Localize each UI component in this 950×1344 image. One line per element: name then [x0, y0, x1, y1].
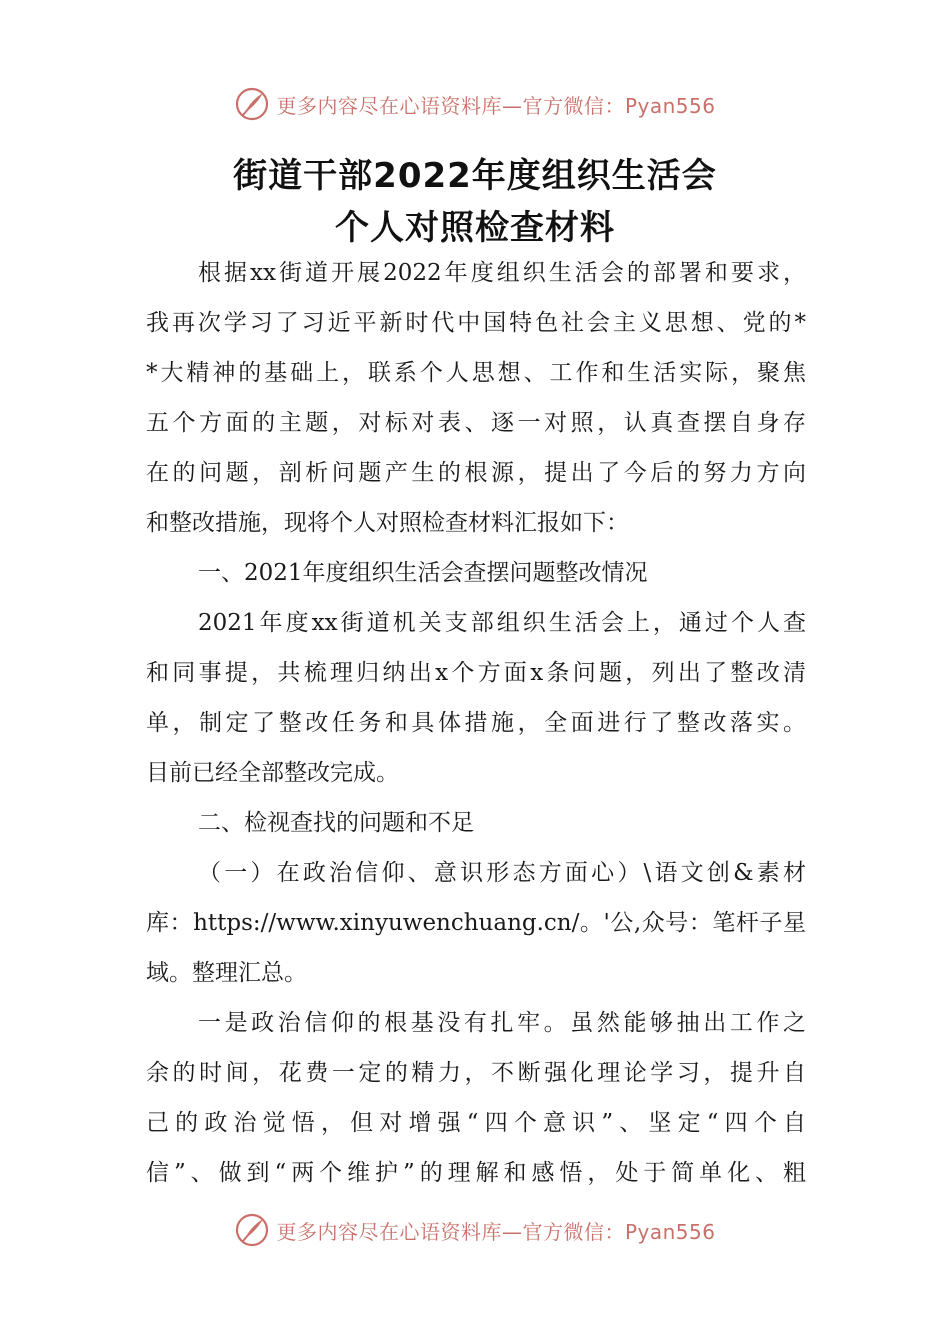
quill-logo-icon	[234, 1212, 270, 1248]
text-line: 五个方面的主题，对标对表、逐一对照，认真查摆自身存	[146, 410, 806, 436]
document-body	[146, 248, 806, 1198]
text-line: 一是政治信仰的根基没有扎牢。虽然能够抽出工作之	[198, 1010, 806, 1036]
text-line: 一、2021年度组织生活会查摆问题整改情况	[198, 560, 648, 586]
text-line: *大精神的基础上，联系个人思想、工作和生活实际，聚焦	[146, 360, 806, 386]
text-line: 在的问题，剖析问题产生的根源，提出了今后的努力方向	[146, 460, 806, 486]
text-line: 和整改措施，现将个人对照检查材料汇报如下：	[146, 510, 629, 536]
text-line: 2021年度xx街道机关支部组织生活会上，通过个人查	[198, 610, 806, 636]
text-line: 我再次学习了习近平新时代中国特色社会主义思想、党的*	[146, 310, 806, 336]
text-line: 余的时间，花费一定的精力，不断强化理论学习，提升自	[146, 1060, 806, 1086]
watermark-header	[0, 82, 950, 126]
text-line: 库：https://www.xinyuwenchuang.cn/。'公,众号：笔杆子星	[146, 910, 806, 936]
text-line: 域。整理汇总。	[146, 960, 307, 986]
text-line: 单，制定了整改任务和具体措施，全面进行了整改落实。	[146, 710, 806, 736]
document-subtitle: 个人对照检查材料	[335, 208, 615, 248]
text-line: 目前已经全部整改完成。	[146, 760, 399, 786]
watermark-text: 更多内容尽在心语资料库—官方微信：Pyan556	[276, 1219, 716, 1244]
text-line: 和同事提，共梳理归纳出x个方面x条问题，列出了整改清	[146, 660, 806, 686]
text-line: （一）在政治信仰、意识形态方面心）\语文创&素材	[198, 860, 806, 886]
watermark-text: 更多内容尽在心语资料库—官方微信：Pyan556	[276, 93, 716, 118]
text-line: 信”、做到“两个维护”的理解和感悟，处于简单化、粗	[146, 1160, 806, 1186]
text-line: 二、检视查找的问题和不足	[198, 810, 474, 836]
text-line: 己的政治觉悟，但对增强“四个意识”、坚定“四个自	[146, 1110, 806, 1136]
quill-logo-icon	[234, 86, 270, 122]
watermark-footer	[0, 1208, 950, 1252]
text-line: 根据xx街道开展2022年度组织生活会的部署和要求，	[198, 260, 806, 286]
document-title: 街道干部2022年度组织生活会	[233, 156, 717, 196]
